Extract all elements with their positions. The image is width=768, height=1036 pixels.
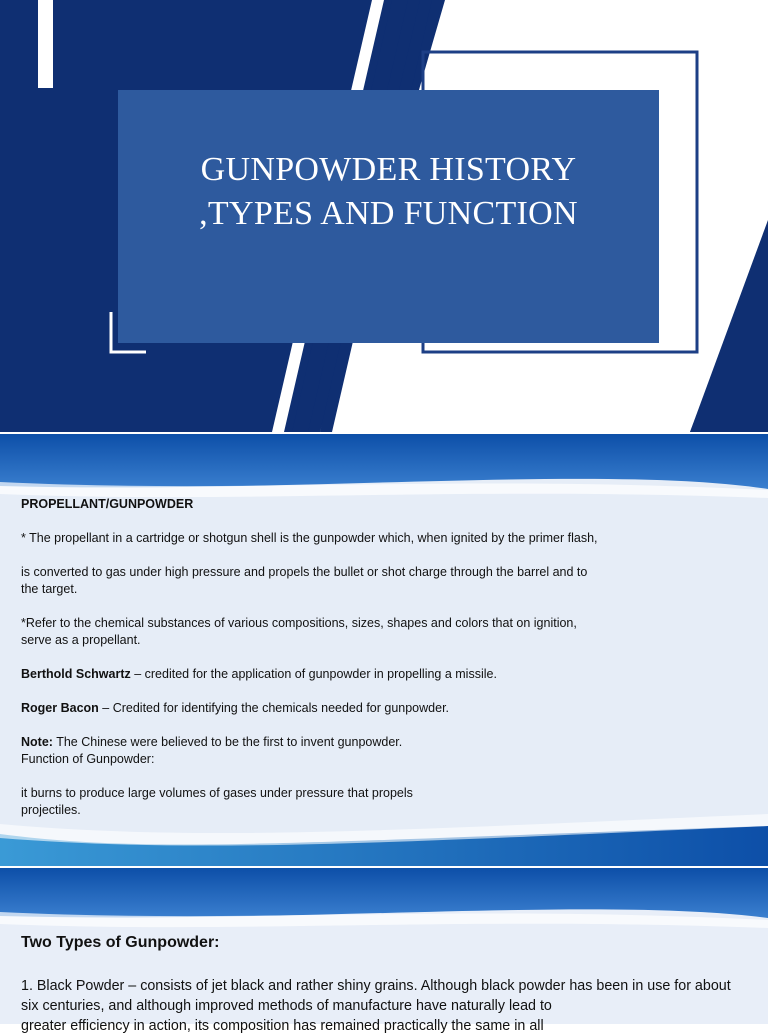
para-gas-conversion-1: is converted to gas under high pressure and propels the bullet or shot charge through the barrel and to bbox=[21, 565, 588, 579]
black-powder-line-2: six centuries, and although improved methods of manufacture have naturally lead to bbox=[21, 998, 552, 1014]
para-note bbox=[21, 734, 721, 751]
title-line-1 bbox=[118, 148, 659, 192]
propellant-slide bbox=[0, 434, 768, 866]
propellant-content bbox=[21, 496, 721, 819]
para-propellant-definition: * The propellant in a cartridge or shotgun shell is the gunpowder which, when ignited by the primer flash, bbox=[21, 531, 598, 545]
types-content bbox=[21, 976, 761, 1036]
note-label: Note: bbox=[21, 735, 53, 749]
roger-bacon-name: Roger Bacon bbox=[21, 701, 99, 715]
title-line-1-text: GUNPOWDER HISTORY bbox=[200, 151, 577, 188]
black-powder-line-1: 1. Black Powder – consists of jet black and rather shiny grains. Although black powder has been in use for about bbox=[21, 978, 731, 994]
slide-title bbox=[118, 148, 659, 236]
propellant-heading: PROPELLANT/GUNPOWDER bbox=[21, 497, 194, 511]
black-powder-line-3: greater efficiency in action, its composition has remained practically the same in all bbox=[21, 1018, 544, 1034]
berthold-schwartz-name: Berthold Schwartz bbox=[21, 667, 131, 681]
para-gas-conversion-2: the target. bbox=[21, 582, 78, 596]
title-slide bbox=[0, 0, 768, 432]
roger-bacon-text: – Credited for identifying the chemicals needed for gunpowder. bbox=[98, 701, 450, 715]
para-chemical-substances-1: *Refer to the chemical substances of various compositions, sizes, shapes and colors that on ignition, bbox=[21, 616, 577, 630]
para-function-2: projectiles. bbox=[21, 803, 81, 817]
types-heading: Two Types of Gunpowder: bbox=[21, 934, 220, 951]
note-text: The Chinese were believed to be the first to invent gunpowder. bbox=[52, 735, 403, 749]
para-chemical-substances-2: serve as a propellant. bbox=[21, 633, 141, 647]
types-slide bbox=[0, 868, 768, 1034]
para-berthold-schwartz bbox=[21, 666, 721, 683]
title-line-2: ,TYPES AND FUNCTION bbox=[199, 195, 578, 232]
function-heading: Function of Gunpowder: bbox=[21, 752, 155, 766]
title-box bbox=[118, 90, 659, 343]
para-function-1: it burns to produce large volumes of gases under pressure that propels bbox=[21, 786, 413, 800]
berthold-schwartz-text: – credited for the application of gunpowder in propelling a missile. bbox=[130, 667, 497, 681]
para-roger-bacon bbox=[21, 700, 721, 717]
